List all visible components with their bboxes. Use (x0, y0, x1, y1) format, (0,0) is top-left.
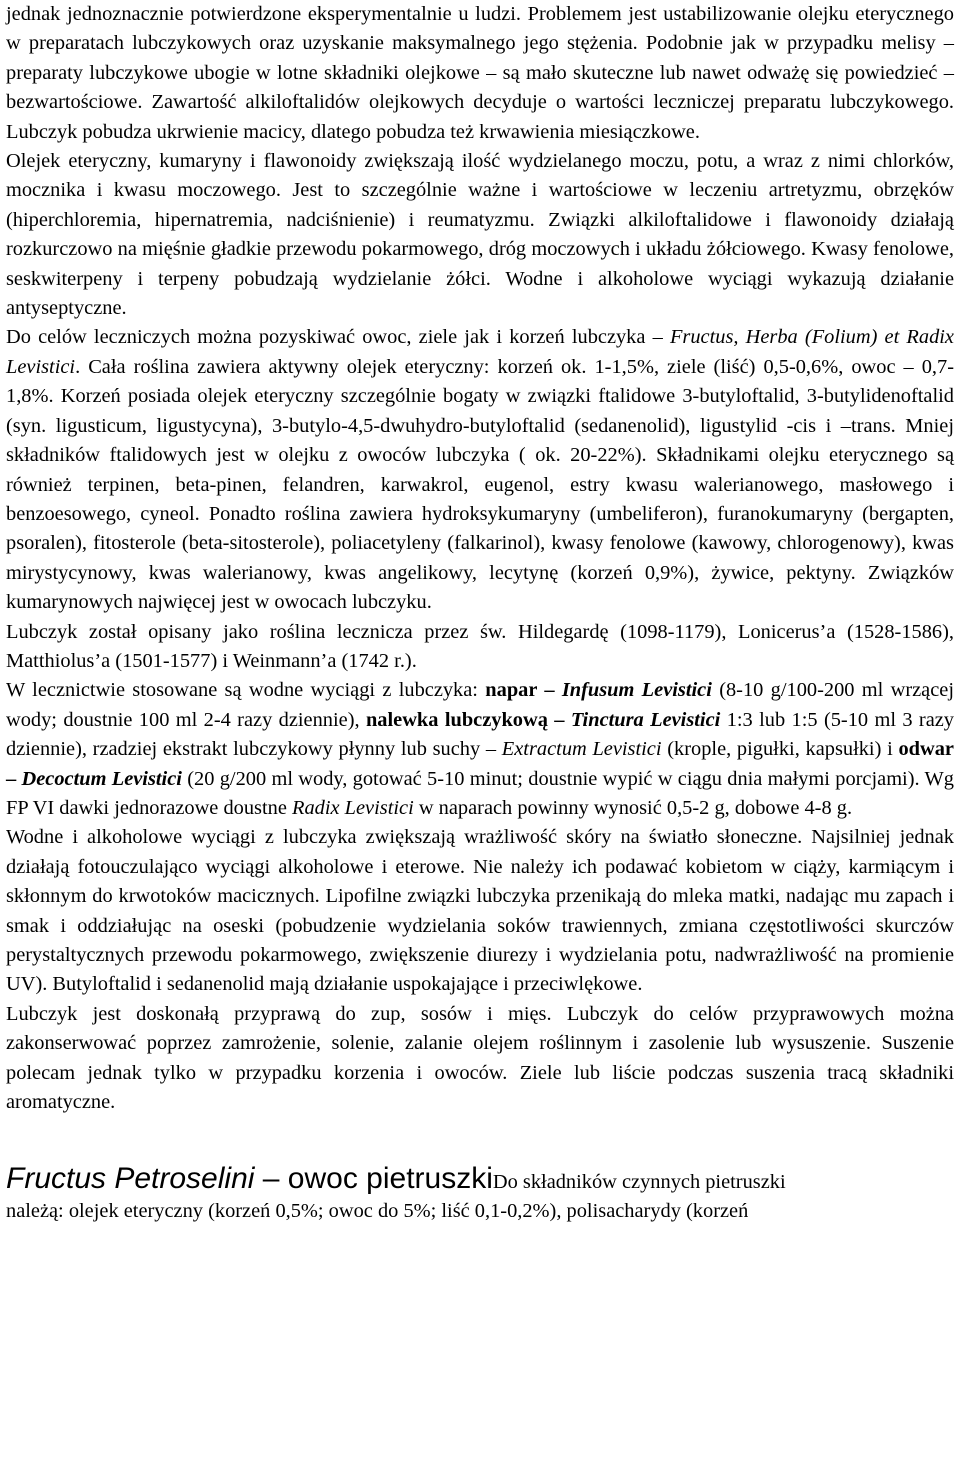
paragraph-warnings (6, 823, 954, 999)
paragraph-text: Wodne i alkoholowe wyciągi z lubczyka zwiększają wrażliwość skóry na światło słoneczne. Najsilniej jednak działają fotouczulająco wyciągi alkoholowe i eterowe. Nie należy ich podawać kobietom w ciąży, karmiącym i skłonnym do krwotoków macicznych. Lipofilne związki lubczyka przenikają do mleka matki, nadając mu zapach i smak i oddziałując na oseski (pobudzenie wydzielania soków trawiennych, zmiana częstotliwości skurczów perystaltycznych przewodu pokarmowego, zwiększenie diurezy i wydzielania potu, nadwrażliwość na promienie UV). Butyloftalid i sedanenolid mają działanie uspokajające i przeciwlękowe. (6, 826, 954, 996)
paragraph-text: należą: olejek eteryczny (korzeń 0,5%; owoc do 5%; liść 0,1-0,2%), polisacharydy (korzeń (6, 1200, 749, 1223)
paragraph-text: Lubczyk jest doskonałą przyprawą do zup, sosów i mięs. Lubczyk do celów przyprawowych można zakonserwować poprzez zamrożenie, solenie, zalanie olejem roślinnym i zasolenie lub wysuszenie. Suszenie polecam jednak tylko w przypadku korzenia i owoców. Ziele lub liście podczas suszenia tracą składniki aromatyczne. (6, 1002, 954, 1114)
latin-term: Extractum Levistici (501, 738, 662, 761)
section-heading-polish: owoc pietruszki (287, 1162, 493, 1196)
paragraph-intro (6, 0, 954, 147)
paragraph-text: Olejek eteryczny, kumaryny i flawonoidy zwiększają ilość wydzielanego moczu, potu, a wraz z nimi chlorków, mocznika i kwasu moczowego. Jest to szczególnie ważne i wartościowe w leczeniu artretyzmu, obrzęków (hiperchloremia, hipernatremia, nadciśnienie) i reumatyzmu. Związki alkiloftalidowe i flawonoidy działają rozkurczowo na mięśnie gładkie przewodu pokarmowego, dróg moczowych i układu żółciowego. Kwasy fenolowe, seskwiterpeny i terpeny pobudzają wydzielanie żółci. Wodne i alkoholowe wyciągi wykazują działanie antyseptyczne. (6, 150, 954, 320)
section-heading-dash: – (254, 1162, 288, 1196)
section-heading-latin: Fructus Petroselini (6, 1162, 255, 1196)
latin-term: Decoctum Levistici (21, 767, 182, 790)
paragraph-preparations (6, 676, 954, 823)
paragraph-text: W lecznictwie stosowane są wodne wyciągi z lubczyka: (6, 679, 486, 702)
paragraph-text: (krople, pigułki, kapsułki) i (661, 738, 899, 761)
paragraph-text: Lubczyk został opisany jako roślina lecznicza przez św. Hildegardę (1098-1179), Lonicerus’a (1528-1586), Matthiolus’a (1501-1577) i Weinmann’a (1742 r.). (6, 620, 954, 672)
document-page (6, 0, 954, 1227)
term-odwar: odwar – (6, 738, 954, 790)
latin-term: Tinctura Levistici (570, 708, 721, 731)
paragraph-culinary (6, 1000, 954, 1118)
latin-term: Fructus, Herba (Folium) et Radix Levistici (6, 326, 954, 378)
section-heading (6, 1161, 954, 1200)
paragraph-parsley (6, 1197, 954, 1226)
paragraph-text: (20 g/200 ml wody, gotować 5-10 minut; doustnie wypić w ciągu dnia małymi porcjami). Wg FP VI dawki jednorazowe doustne (6, 767, 954, 819)
term-nalewka: nalewka lubczykową – (365, 708, 571, 731)
paragraph-text: . Cała roślina zawiera aktywny olejek eteryczny: korzeń ok. 1-1,5%, ziele (liść) 0,5-0,6%, owoc – 0,7-1,8%. Korzeń posiada olejek eteryczny szczególnie bogaty w związki ftalidowe 3-butyloftalid, 3-butylidenoftalid (syn. ligusticum, ligustycyna), 3-butylo-4,5-dwuhydro-butyloftalid (sedanenolid), ligustylid -cis i –trans. Mniej składników ftalidowych jest w olejku z owoców lubczyka ( ok. 20-22%). Składnikami olejku eterycznego są również terpinen, beta-pinen, felandren, karwakrol, eugenol, estry kwasu walerianowego, masłowego i benzoesowego, cyneol. Ponadto roślina zawiera hydroksykumaryny (umbeliferon), furanokumaryny (bergapten, psoralen), fitosterole (beta-sitosterole), poliacetyleny (falkarinol), kwasy fenolowe (kawowy, chlorogenowy), kwas mirystycynowy, kwas walerianowy, kwas angelikowy, lecytynę (korzeń 0,9%), żywice, pektyny. Związków kumarynowych najwięcej jest w owocach lubczyku. (6, 355, 954, 614)
paragraph-text: (8-10 g/100-200 ml wrzącej wody; doustnie 100 ml 2-4 razy dziennie), (6, 679, 954, 731)
latin-term: Radix Levistici (292, 796, 414, 819)
paragraph-composition (6, 323, 954, 617)
paragraph-history (6, 618, 954, 677)
section-intro-text: Do składników czynnych pietruszki (492, 1171, 786, 1194)
paragraph-text: Do celów leczniczych można pozyskiwać owoc, ziele jak i korzeń lubczyka – (6, 326, 670, 349)
latin-term: Infusum Levistici (561, 679, 712, 702)
paragraph-diuretic (6, 147, 954, 323)
paragraph-text: 1:3 lub 1:5 (5-10 ml 3 razy dziennie), rzadziej ekstrakt lubczykowy płynny lub suchy – (6, 708, 955, 761)
paragraph-text: w naparach powinny wynosić 0,5-2 g, dobowe 4-8 g. (413, 796, 853, 819)
term-napar: napar – (485, 679, 562, 702)
paragraph-text: jednak jednoznacznie potwierdzone eksperymentalnie u ludzi. Problemem jest ustabilizowanie olejku eterycznego w preparatach lubczykowych oraz uzyskanie maksymalnego jego stężenia. Podobnie jak w przypadku melisy – preparaty lubczykowe ubogie w lotne składniki olejkowe – są mało skuteczne lub nawet odważę się powiedzieć – bezwartościowe. Zawartość alkiloftalidów olejkowych decyduje o wartości leczniczej preparatu lubczykowego. Lubczyk pobudza ukrwienie macicy, dlatego pobudza też krwawienia miesiączkowe. (6, 3, 954, 143)
